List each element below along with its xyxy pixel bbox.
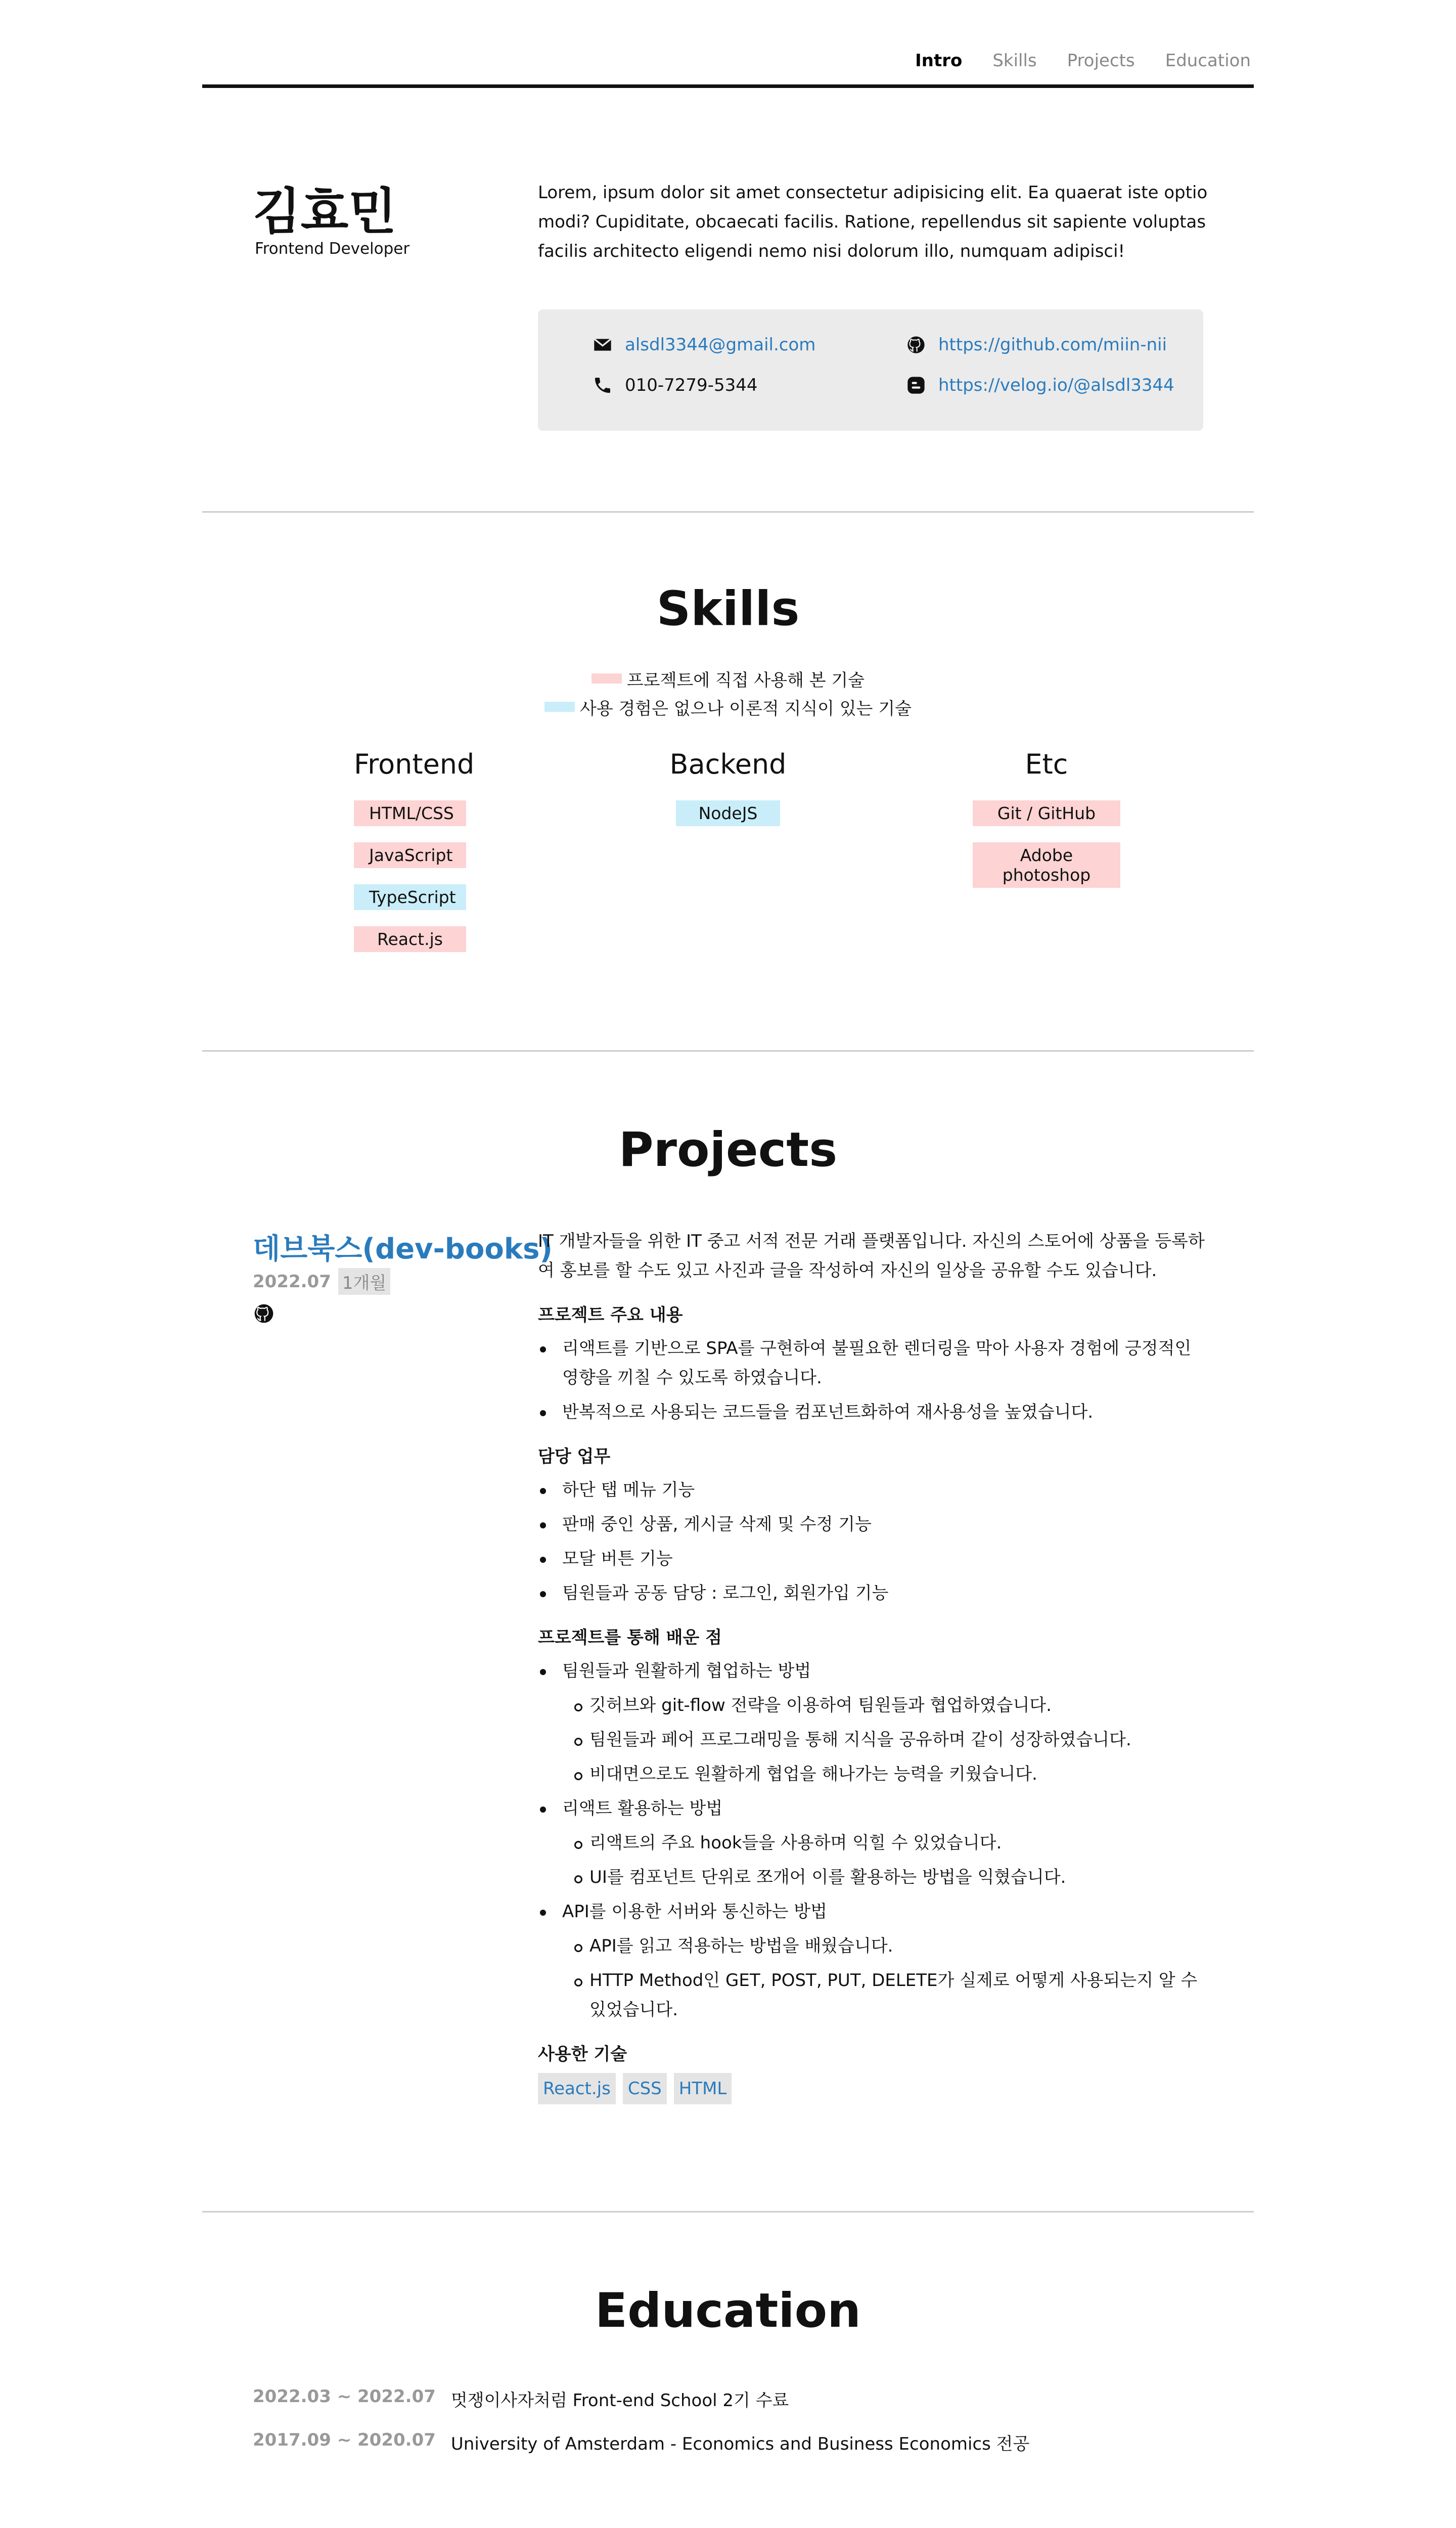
skill-tag: TypeScript [354, 884, 466, 910]
email-link[interactable]: alsdl3344@gmail.com [625, 335, 816, 355]
contact-phone [593, 375, 758, 395]
list-item: 반복적으로 사용되는 코드들을 컴포넌트화하여 재사용성을 높였습니다. [538, 1397, 1210, 1427]
list-item: 리액트를 기반으로 SPA를 구현하여 불필요한 렌더링을 막아 사용자 경험에 긍정적인 영향을 끼칠 수 있도록 하였습니다. [538, 1334, 1210, 1392]
education-item [253, 2430, 1029, 2455]
project-role-list [538, 1475, 1210, 1608]
legend-used-label: 프로젝트에 직접 사용해 본 기술 [626, 670, 865, 691]
github-icon [906, 335, 926, 355]
list-item: API를 읽고 적용하는 방법을 배웠습니다. [538, 1931, 1210, 1961]
legend-used [202, 664, 1254, 693]
github-link[interactable]: https://github.com/miin-nii [938, 335, 1167, 355]
nav-item-projects[interactable]: Projects [1067, 51, 1135, 71]
education-desc: 멋쟁이사자처럼 Front-end School 2기 수료 [450, 2390, 789, 2411]
skill-tag: Adobe photoshop [973, 842, 1120, 888]
education-title: Education [595, 2283, 861, 2338]
skill-tag: NodeJS [676, 800, 780, 826]
list-item: API를 이용한 서버와 통신하는 방법 [538, 1897, 1210, 1926]
list-item: 깃허브와 git-flow 전략을 이용하여 팀원들과 협업하였습니다. [538, 1691, 1210, 1720]
top-nav [202, 0, 1254, 88]
contact-email [593, 335, 815, 355]
skill-tag: Git / GitHub [973, 800, 1120, 826]
skills-backend [627, 748, 829, 842]
skills-section [202, 513, 1254, 1052]
list-item: HTTP Method인 GET, POST, PUT, DELETE가 실제로 어떻게 사용되는지 알 수 있었습니다. [538, 1966, 1210, 2024]
intro-section [202, 88, 1254, 513]
project-period-badge: 1개월 [338, 1268, 390, 1295]
project-meta [253, 1268, 390, 1295]
list-item: 팀원들과 원활하게 협업하는 방법 [538, 1656, 1210, 1686]
education-item [253, 2386, 789, 2411]
project-role-title: 담당 업무 [538, 1447, 611, 1467]
project-title[interactable]: 데브북스(dev-books) [253, 1233, 553, 1266]
list-item: 판매 중인 상품, 게시글 삭제 및 수정 기능 [538, 1510, 1210, 1539]
tech-tag: React.js [538, 2073, 616, 2104]
projects-section [202, 1052, 1254, 2213]
nav-item-skills[interactable]: Skills [992, 51, 1037, 71]
contact-github [906, 335, 1167, 355]
phone-icon [593, 375, 613, 395]
project-tech-tags [538, 2073, 1210, 2104]
list-item: 리액트 활용하는 방법 [538, 1794, 1210, 1823]
legend-known-label: 사용 경험은 없으나 이론적 지식이 있는 기술 [579, 698, 912, 719]
contact-box [538, 309, 1203, 431]
phone-number: 010-7279-5344 [625, 375, 758, 395]
legend-known [202, 693, 1254, 721]
skills-etc-title: Etc [1025, 748, 1068, 780]
list-item: 팀원들과 공동 담당 : 로그인, 회원가입 기능 [538, 1578, 1210, 1608]
project-tech-title: 사용한 기술 [538, 2044, 627, 2064]
project-description: IT 개발자들을 위한 IT 중고 서적 전문 거래 플랫폼입니다. 자신의 스토어에 상품을 등록하여 홍보를 할 수도 있고 사진과 글을 작성하여 자신의 일상을 공유할 수도 있습니다. [538, 1231, 1205, 1281]
legend-known-swatch [544, 702, 575, 712]
github-icon[interactable] [253, 1302, 275, 1325]
education-date: 2022.03 ~ 2022.07 [253, 2386, 436, 2407]
nav-item-intro[interactable]: Intro [915, 51, 963, 71]
project-date: 2022.07 [253, 1271, 331, 1292]
project-body [538, 1227, 1210, 2104]
blogger-icon [906, 375, 926, 395]
education-desc: University of Amsterdam - Economics and Business Economics 전공 [450, 2434, 1030, 2454]
project-main-title: 프로젝트 주요 내용 [538, 1305, 683, 1325]
project-learned-title: 프로젝트를 통해 배운 점 [538, 1628, 722, 1648]
project-learned-list [538, 1656, 1210, 2024]
projects-title: Projects [618, 1122, 838, 1178]
skills-legend [202, 664, 1254, 721]
profile-role: Frontend Developer [255, 240, 410, 258]
skills-frontend [354, 748, 475, 968]
list-item: 리액트의 주요 hook들을 사용하며 익힐 수 있었습니다. [538, 1828, 1210, 1858]
education-date: 2017.09 ~ 2020.07 [253, 2430, 436, 2450]
education-section [202, 2213, 1254, 2465]
skill-tag: JavaScript [354, 842, 466, 868]
skills-etc [971, 748, 1122, 904]
list-item: 모달 버튼 기능 [538, 1544, 1210, 1573]
skills-frontend-title: Frontend [354, 748, 475, 780]
skill-tag: React.js [354, 926, 466, 952]
list-item: 하단 탭 메뉴 기능 [538, 1475, 1210, 1505]
tech-tag: CSS [623, 2073, 667, 2104]
list-item: 비대면으로도 원활하게 협업을 해나가는 능력을 키웠습니다. [538, 1759, 1210, 1789]
nav-item-education[interactable]: Education [1165, 51, 1251, 71]
profile-name: 김효민 [253, 183, 397, 241]
project-main-list [538, 1334, 1210, 1427]
mail-icon [593, 335, 613, 355]
profile-about: Lorem, ipsum dolor sit amet consectetur adipisicing elit. Ea quaerat iste optio modi? Cupiditate, obcaecati facilis. Ratione, repellendus sit sapiente voluptas facilis architecto eligendi nemo nisi dolorum illo, numquam adipisci! [538, 183, 1208, 261]
contact-blog [906, 375, 1174, 395]
skills-backend-title: Backend [669, 748, 787, 780]
blog-link[interactable]: https://velog.io/@alsdl3344 [938, 375, 1174, 395]
legend-used-swatch [592, 673, 622, 684]
list-item: UI를 컴포넌트 단위로 쪼개어 이를 활용하는 방법을 익혔습니다. [538, 1863, 1210, 1892]
skills-title: Skills [656, 581, 800, 637]
nav-menu [915, 51, 1251, 71]
tech-tag: HTML [674, 2073, 732, 2104]
skill-tag: HTML/CSS [354, 800, 466, 826]
list-item: 팀원들과 페어 프로그래밍을 통해 지식을 공유하며 같이 성장하였습니다. [538, 1725, 1210, 1754]
